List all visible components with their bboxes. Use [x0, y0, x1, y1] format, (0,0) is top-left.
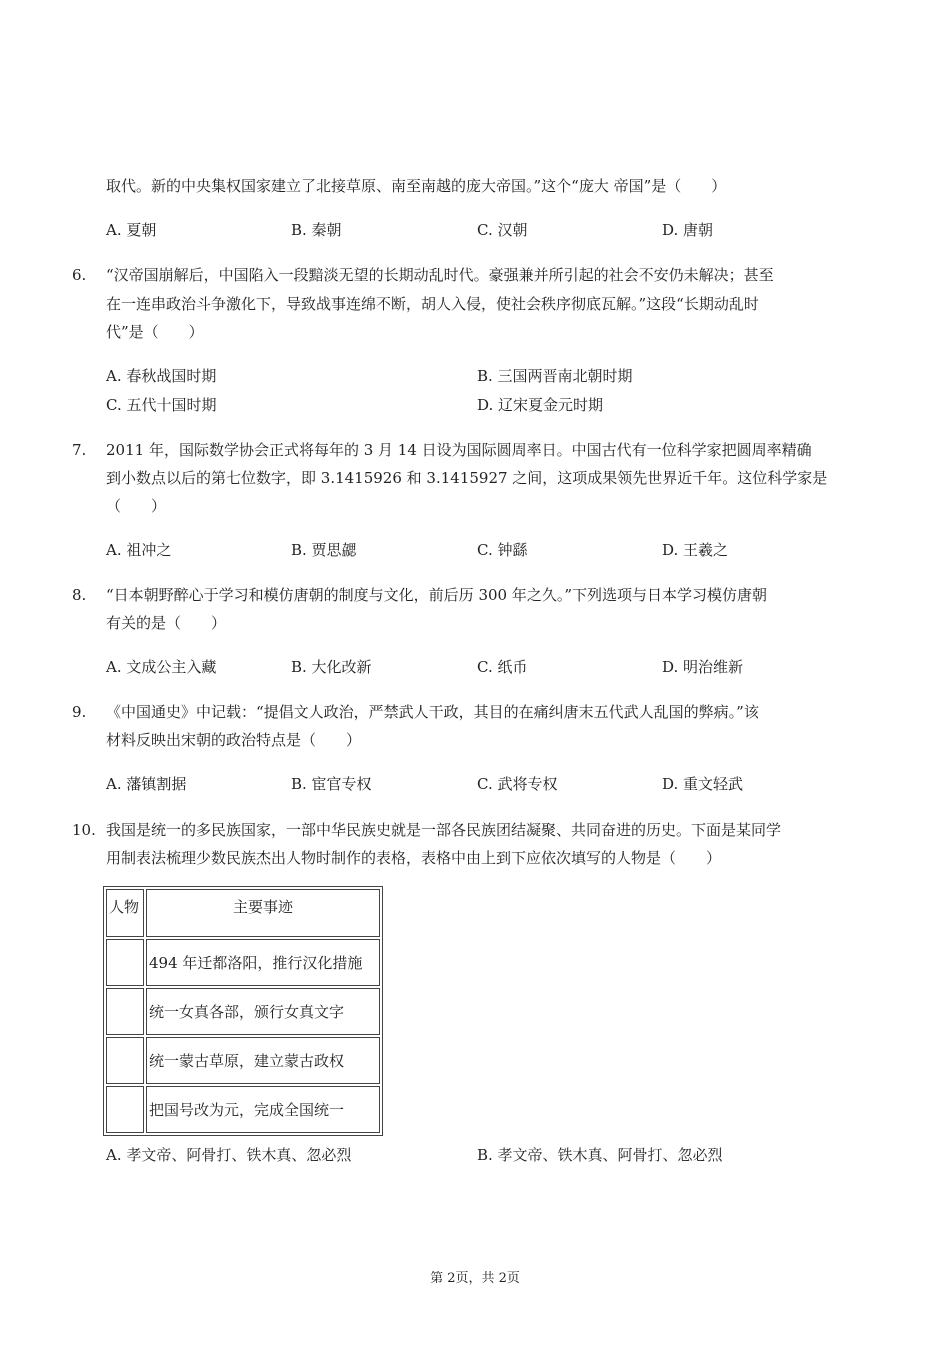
q10-option-b[interactable]: B. 孝文帝、铁木真、阿骨打、忽必烈 — [477, 1146, 723, 1164]
q8-number: 8. — [72, 586, 87, 604]
table-row — [106, 1086, 380, 1133]
q6-option-d[interactable]: D. 辽宋夏金元时期 — [477, 396, 604, 414]
q10-stem-line: 我国是统一的多民族国家，一部中华民族史就是一部各民族团结凝聚、共同奋进的历史。下面是某同学 — [106, 821, 782, 839]
table-cell-deed: 统一蒙古草原，建立蒙古政权 — [146, 1037, 380, 1084]
q9-option-c[interactable]: C. 武将专权 — [477, 775, 558, 793]
q10-stem-line: 用制表法梳理少数民族杰出人物时制作的表格，表格中由上到下应依次填写的人物是（ ） — [106, 849, 722, 867]
q8-stem-line: “日本朝野醉心于学习和模仿唐朝的制度与文化，前后历 300 年之久。”下列选项与日本学习模仿唐朝 — [106, 586, 768, 604]
table-cell-figure — [106, 988, 144, 1035]
table-row — [106, 939, 380, 986]
q6-number: 6. — [72, 266, 87, 284]
q9-stem-line: 材料反映出宋朝的政治特点是（ ） — [106, 731, 362, 749]
q7-number: 7. — [72, 441, 87, 459]
q9-number: 9. — [72, 703, 87, 721]
q6-stem-line: “汉帝国崩解后，中国陷入一段黯淡无望的长期动乱时代。豪强兼并所引起的社会不安仍未解决；甚至 — [106, 266, 774, 284]
table-header-cell: 人物 — [106, 889, 144, 937]
q7-option-d[interactable]: D. 王羲之 — [662, 541, 729, 559]
q8-option-c[interactable]: C. 纸币 — [477, 658, 528, 676]
q9-stem-line: 《中国通史》中记载：“提倡文人政治，严禁武人干政，其目的在痛纠唐末五代武人乱国的弊病。”该 — [106, 703, 759, 721]
q6-option-b[interactable]: B. 三国两晋南北朝时期 — [477, 367, 633, 385]
q7-option-c[interactable]: C. 钟繇 — [477, 541, 528, 559]
table-cell-figure — [106, 1037, 144, 1084]
table-cell-deed: 494 年迁都洛阳，推行汉化措施 — [146, 939, 380, 986]
q5-option-d[interactable]: D. 唐朝 — [662, 221, 714, 239]
q6-option-c[interactable]: C. 五代十国时期 — [106, 396, 217, 414]
table-row — [106, 1037, 380, 1084]
q7-option-b[interactable]: B. 贾思勰 — [291, 541, 357, 559]
q10-number: 10. — [72, 821, 96, 839]
page-footer: 第 2页，共 2页 — [430, 1271, 520, 1286]
q9-option-b[interactable]: B. 宦官专权 — [291, 775, 372, 793]
q7-stem-line: 到小数点以后的第七位数字，即 3.1415926 和 3.1415927 之间，这项成果领先世界近千年。这位科学家是 — [106, 469, 828, 487]
table-cell-figure — [106, 1086, 144, 1133]
q6-option-a[interactable]: A. 春秋战国时期 — [106, 367, 217, 385]
table-header-cell: 主要事迹 — [146, 889, 380, 937]
q5-stem-tail: 取代。新的中央集权国家建立了北接草原、南至南越的庞大帝国。”这个“庞大 帝国”是（ ） — [106, 177, 727, 195]
table-header-row — [106, 889, 380, 937]
q5-option-a[interactable]: A. 夏朝 — [106, 221, 157, 239]
q10-option-a[interactable]: A. 孝文帝、阿骨打、铁木真、忽必烈 — [106, 1146, 352, 1164]
table-cell-deed: 把国号改为元，完成全国统一 — [146, 1086, 380, 1133]
q8-stem-line: 有关的是（ ） — [106, 614, 227, 632]
q9-option-d[interactable]: D. 重文轻武 — [662, 775, 744, 793]
q6-stem-line: 代”是（ ） — [106, 323, 204, 341]
q5-option-c[interactable]: C. 汉朝 — [477, 221, 528, 239]
q6-stem-line: 在一连串政治斗争激化下，导致战事连绵不断，胡人入侵，使社会秩序彻底瓦解。”这段“长期动乱时 — [106, 295, 759, 313]
table-cell-deed: 统一女真各部，颁行女真文字 — [146, 988, 380, 1035]
table-cell-figure — [106, 939, 144, 986]
q7-stem-line: （ ） — [106, 497, 167, 515]
figures-table — [103, 886, 383, 1136]
q8-option-d[interactable]: D. 明治维新 — [662, 658, 744, 676]
q9-option-a[interactable]: A. 藩镇割据 — [106, 775, 187, 793]
q7-stem-line: 2011 年，国际数学协会正式将每年的 3 月 14 日设为国际圆周率日。中国古代有一位科学家把圆周率精确 — [106, 441, 812, 459]
q8-option-b[interactable]: B. 大化改新 — [291, 658, 372, 676]
q7-option-a[interactable]: A. 祖冲之 — [106, 541, 172, 559]
q8-option-a[interactable]: A. 文成公主入藏 — [106, 658, 217, 676]
q5-option-b[interactable]: B. 秦朝 — [291, 221, 342, 239]
table-row — [106, 988, 380, 1035]
